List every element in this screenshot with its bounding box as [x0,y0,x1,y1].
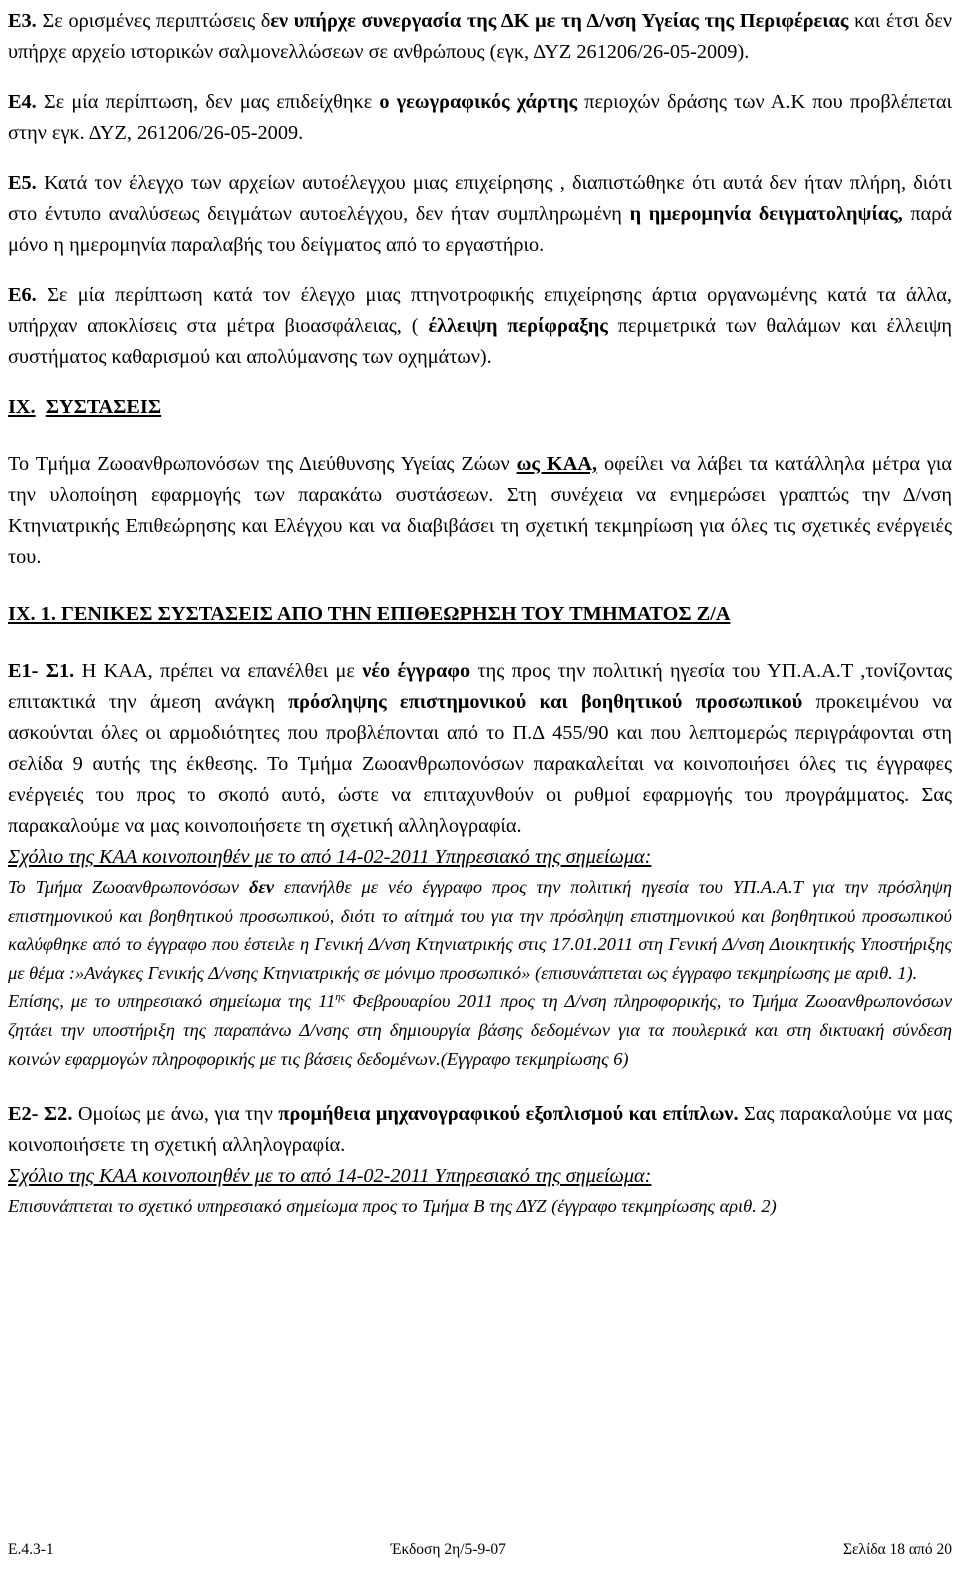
comment-text [8,873,952,987]
document-code: Ε.4.3-1 [8,1541,54,1558]
comment-heading: Σχόλιο της ΚΑΑ κοινοποιηθέν με το από 14-02-2011 Υπηρεσιακό της σημείωμα: [8,846,652,868]
text: προκειμένου να ασκούνται όλες οι αρμοδιότητες που προβλέπονται από το Π.Δ 455/90 και που λεπτομερώς περιγράφονται στη σελίδα 9 αυτής της έκθεσης. Το Τμήμα Ζωοανθρωπονόσων παρακαλείται να κοινοποιήσει όλες τις έγγραφες ενέργειές του προς το σκοπό αυτό, ώστε να επιταχυνθούν οι ρυθμοί εφαρμογής του προγράμματος. Σας παρακαλούμε να μας κοινοποιήσετε τη σχετική αλληλογραφία. [8,691,952,837]
text: Επίσης, με το υπηρεσιακό σημείωμα της 11 [8,991,336,1012]
bold-text: νέο έγγραφο [362,660,471,682]
text: Το Τμήμα Ζωοανθρωπονόσων [8,877,249,897]
text: επανήλθε με νέο έγγραφο προς την πολιτική ηγεσία του ΥΠ.Α.Α.Τ για την πρόσληψη επιστημονικού και βοηθητικού προσωπικού, διότι το αίτημά του για την πρόσληψη επιστημονικού και βοηθητικού προσωπικού καλύφθηκε από το έγγραφο που έστειλε η Γενική Δ/νση Κτηνιατρικής στις 17.01.2011 στη Γενική Δ/νση Διοικητικής Υποστήριξης με θέμα :»Ανάγκες Γενικής Δ/νσης Κτηνιατρικής σε μόνιμο προσωπικό» (επισυνάπτεται ως έγγραφο τεκμηρίωσης με αριθ. 1). [8,877,952,983]
text: Η ΚΑΑ, πρέπει να επανέλθει με [74,660,363,682]
page-number: Σελίδα 18 από 20 [843,1541,952,1558]
paragraph-e6 [8,280,952,373]
text: Σε ορισμένες περιπτώσεις δ [36,10,271,32]
text: Φεβρουαρίου 2011 προς τη Δ/νση πληροφορικής, το Τμήμα Ζωοανθρωπονόσων ζητάει την υποστήριξη της παραπάνω Δ/νσης στη δημιουργία βάσης δεδομένων για τα πουλερικά και στη δικτυακή σύνδεση κοινών εφαρμογών πληροφορικής με τις βάσεις δεδομένων.(Εγγραφο τεκμηρίωσης 6) [8,991,952,1069]
text: περιμετρικά των θαλάμων και έλλειψη συστήματος καθαρισμού και απολύμανσης των οχημάτων). [8,315,952,368]
paragraph-e5 [8,168,952,261]
bold-underlined-text: ως ΚΑΑ, [516,453,598,475]
comment-text: Επισυνάπτεται το σχετικό υπηρεσιακό σημείωμα προς το Τμήμα Β της ΔΥΖ (έγγραφο τεκμηρίωσης αριθ. 2) [8,1196,777,1217]
text: της προς την πολιτική ηγεσία του ΥΠ.Α.Α.Τ ,τονίζοντας επιτακτικά την άμεση ανάγκη [8,660,953,713]
superscript: ης [335,991,346,1004]
paragraph-e1-s1 [8,656,952,842]
bold-text: εν υπήρχε συνεργασία της ΔΚ με τη Δ/νση Υγείας της Περιφέρειας [270,10,849,32]
section-number: ΙΧ. [8,396,36,418]
paragraph-e2-s2 [8,1099,952,1161]
edition: Έκδοση 2η/5-9-07 [390,1541,506,1558]
bold-text: έλλειψη περίφραξης [428,315,608,337]
text: Σε μία περίπτωση κατά τον έλεγχο μιας πτηνοτροφικής επιχείρησης άρτια οργανωμένης κατά τα άλλα, υπήρχαν αποκλίσεις στα μέτρα βιοασφάλειας, ( [8,284,952,337]
bold-text: ο γεωγραφικός χάρτης [379,91,578,113]
recommendation-label: Ε1- Σ1. [8,660,75,682]
section-heading-ix-1: ΙΧ. 1. ΓΕΝΙΚΕΣ ΣΥΣΤΑΣΕΙΣ ΑΠΟ ΤΗΝ ΕΠΙΘΕΩΡΗΣΗ ΤΟΥ ΤΜΗΜΑΤΟΣ Ζ/Α [8,603,731,625]
bold-text: προμήθεια μηχανογραφικού εξοπλισμού και επίπλων. [278,1103,739,1126]
text: Σε μία περίπτωση, δεν μας επιδείχθηκε [36,91,380,113]
text: Κατά τον έλεγχο των αρχείων αυτοέλεγχου μιας επιχείρησης , διαπιστώθηκε ότι αυτά δεν ήταν πλήρη, διότι στο έντυπο αναλύσεως δειγμάτων αυτοελέγχου, δεν ήταν συμπληρωμένη [8,172,952,225]
bold-text: η ημερομηνία δειγματοληψίας, [629,203,903,225]
recommendation-label: Ε2- Σ2. [8,1103,73,1126]
text: Το Τμήμα Ζωοανθρωπονόσων της Διεύθυνσης Υγείας Ζώων [8,453,517,475]
text: περιοχών δράσης των Α.Κ που προβλέπεται στην εγκ. ΔΥΖ, 261206/26-05-2009. [8,91,952,144]
section-heading-ix [8,392,952,423]
comment-heading: Σχόλιο της ΚΑΑ κοινοποιηθέν με το από 14-02-2011 Υπηρεσιακό της σημείωμα: [8,1165,652,1188]
paragraph-intro [8,449,952,573]
text: οφείλει να λάβει τα κατάλληλα μέτρα για την υλοποίηση εφαρμογής των παρακάτω συστάσεων. Στη συνέχεια να ενημερώσει γραπτώς την Δ/νση Κτηνιατρικής Επιθεώρησης και Ελέγχου και να διαβιβάσει τη σχετική τεκμηρίωση για όλες τις σχετικές ενέργειές του. [8,453,952,568]
text: Σας παρακαλούμε να μας κοινοποιήσετε τη σχετική αλληλογραφία. [8,1103,952,1157]
text: παρά μόνο η ημερομηνία παραλαβής του δείγματος από το εργαστήριο. [8,203,952,256]
comment-text [8,987,952,1073]
text: και έτσι δεν υπήρχε αρχείο ιστορικών σαλμονελλώσεων σε ανθρώπους (εγκ, ΔΥΖ 261206/26-05-2009). [8,10,953,63]
bold-text: πρόσληψης επιστημονικού και βοηθητικού προσωπικού [288,691,803,713]
finding-label: Ε5. [8,172,37,194]
finding-label: Ε3. [8,10,37,32]
text: Ομοίως με άνω, για την [72,1103,279,1126]
separator [36,396,46,418]
page-footer [8,1540,952,1560]
bold-text: δεν [248,877,275,897]
paragraph-e4 [8,87,952,149]
finding-label: Ε4. [8,91,37,113]
section-title: ΣΥΣΤΑΣΕΙΣ [45,396,162,418]
finding-label: Ε6. [8,284,37,306]
paragraph-e3 [8,6,952,68]
